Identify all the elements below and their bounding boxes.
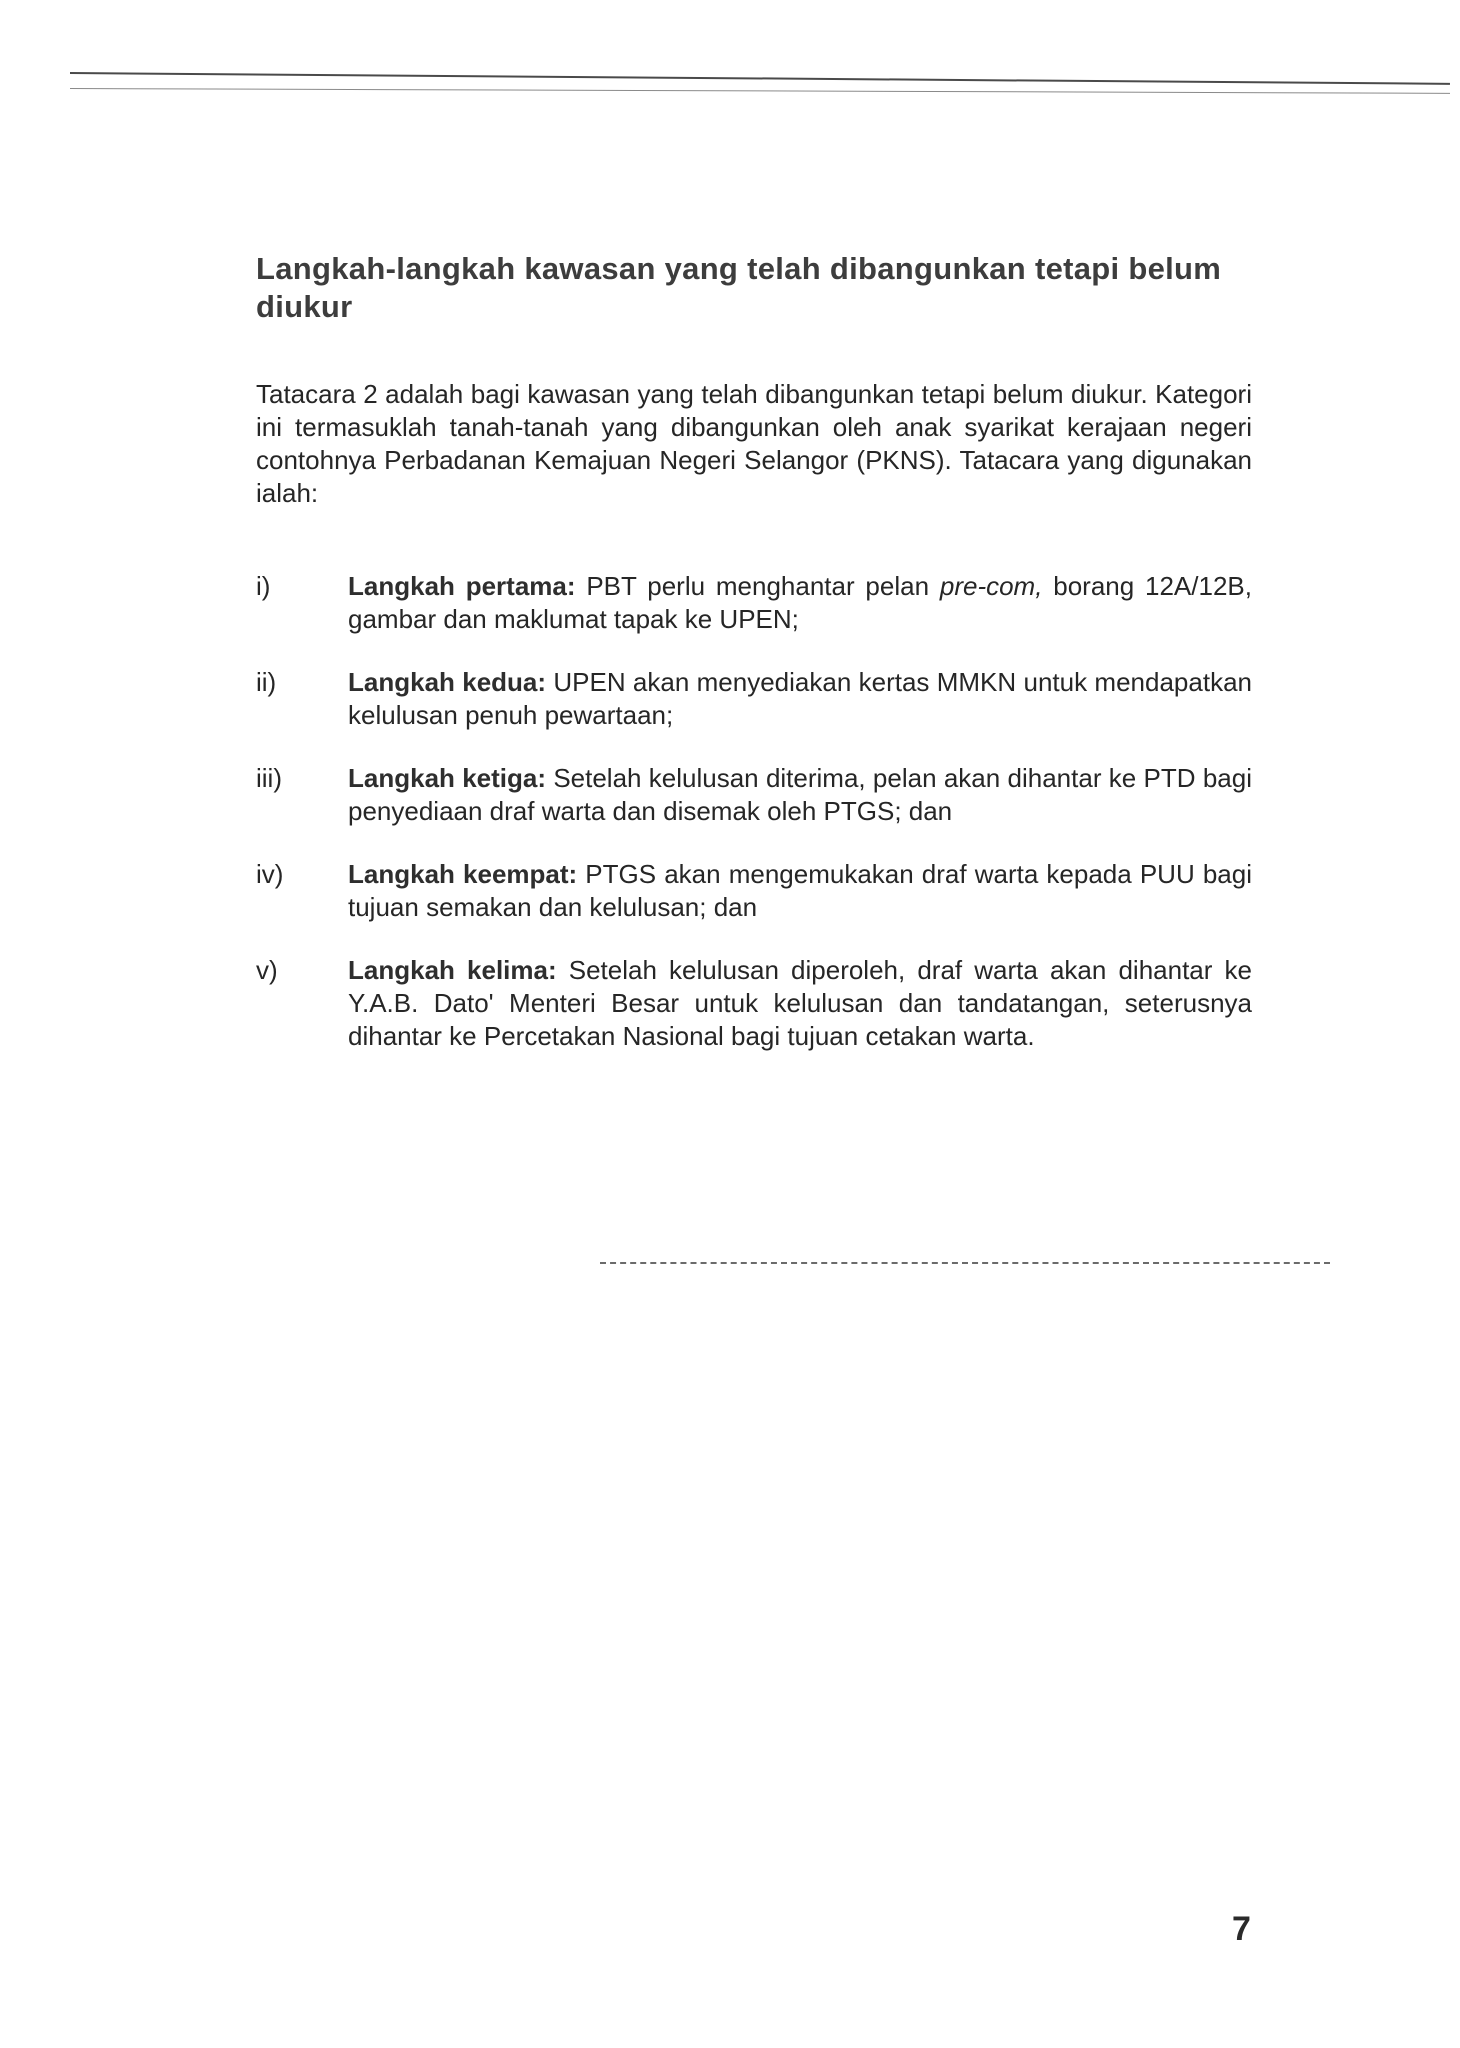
step-item [256, 858, 1252, 924]
document-body [256, 250, 1252, 1083]
step-item [256, 570, 1252, 636]
step-text [348, 667, 1252, 730]
step-item [256, 762, 1252, 828]
page-number: 7 [1232, 1910, 1251, 1948]
step-body: UPEN akan menyediakan kertas MMKN untuk mendapatkan kelulusan penuh pewartaan; [348, 667, 1252, 730]
step-number: ii) [256, 667, 277, 697]
step-number: i) [256, 571, 271, 601]
step-body: PTGS akan mengemukakan draf warta kepada PUU bagi tujuan semakan dan kelulusan; dan [348, 859, 1252, 922]
steps-list [256, 570, 1252, 1053]
top-rule-line [70, 72, 1450, 85]
step-label: Langkah pertama: [348, 571, 576, 601]
step-text [348, 859, 1252, 922]
bottom-rule-line [600, 1262, 1330, 1264]
step-text [348, 955, 1252, 1051]
step-text [348, 571, 1252, 634]
step-number: iii) [256, 763, 282, 793]
step-number: iv) [256, 859, 284, 889]
section-heading: Langkah-langkah kawasan yang telah dibangunkan tetapi belum diukur [256, 251, 1222, 324]
step-label: Langkah kedua: [348, 667, 547, 697]
step-number: v) [256, 955, 278, 985]
step-body: Setelah kelulusan diperoleh, draf warta akan dihantar ke Y.A.B. Dato' Menteri Besar untuk kelulusan dan tandatangan, seterusnya dihantar ke Percetakan Nasional bagi tujuan cetakan warta. [348, 955, 1253, 1051]
step-label: Langkah kelima: [348, 955, 557, 985]
step-item [256, 954, 1252, 1053]
intro-paragraph: Tatacara 2 adalah bagi kawasan yang telah dibangunkan tetapi belum diukur. Kategori ini termasuklah tanah-tanah yang dibangunkan oleh anak syarikat kerajaan negeri contohnya Perbadanan Kemajuan Negeri Selangor (PKNS). Tatacara yang digunakan ialah: [256, 379, 1252, 508]
step-body: Setelah kelulusan diterima, pelan akan dihantar ke PTD bagi penyediaan draf warta dan disemak oleh PTGS; dan [348, 763, 1252, 826]
step-body: PBT perlu menghantar pelan [575, 571, 940, 601]
top-rule-line-faint [70, 88, 1450, 94]
step-label: Langkah ketiga: [348, 763, 547, 793]
step-body: borang 12A/12B, gambar dan maklumat tapak ke UPEN; [348, 571, 1252, 634]
step-item [256, 666, 1252, 732]
step-text [348, 763, 1252, 826]
step-label: Langkah keempat: [348, 859, 578, 889]
step-body-italic: pre-com, [939, 571, 1043, 601]
